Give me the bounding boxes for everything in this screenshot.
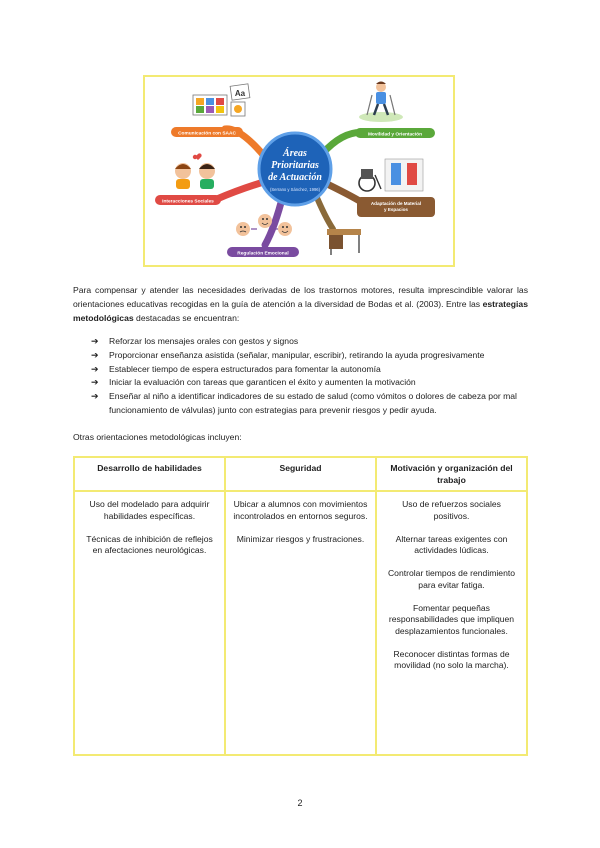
arrow-bullet-icon: ➔ — [91, 391, 99, 402]
list-item — [91, 390, 528, 418]
intro-text-before: Para compensar y atender las necesidades derivadas de los trastornos motores, resulta imprescindible valorar las orientaciones educativas recogidas en la guía de atención a la diversidad de Bodas et al. (2003). Entre las — [73, 285, 528, 309]
table-row — [74, 491, 527, 755]
arrow-bullet-icon: ➔ — [91, 363, 99, 374]
cell-text: Uso del modelado para adquirir habilidades específicas. — [89, 499, 210, 521]
page-number: 2 — [297, 798, 303, 808]
list-item-text: Establecer tiempo de espera estructurados para fomentar la autonomía — [109, 363, 381, 374]
cell-text: Ubicar a alumnos con movimientos incontrolados en entornos seguros. — [233, 499, 368, 521]
intro-bold-term: estrategias metodológicas — [73, 299, 528, 323]
branch-social — [217, 181, 267, 199]
arrow-bullet-icon: ➔ — [91, 377, 99, 388]
list-item-text: Enseñar al niño a identificar indicadores de su estado de salud (como vómitos o dolores de cabeza por mal funcionamiento de válvulas) junto con estrategias para prevenir riesgos y pedir ayuda. — [109, 391, 517, 415]
emotion-faces-illustration — [236, 214, 292, 236]
list-item — [91, 349, 528, 363]
arrow-bullet-icon: ➔ — [91, 336, 99, 346]
table-header-row — [74, 457, 527, 491]
wheelchair-restroom-illustration — [359, 159, 423, 191]
mind-map-svg — [145, 77, 453, 265]
list-item-text: Reforzar los mensajes orales con gestos y signos — [109, 336, 299, 346]
center-subtitle: (Serrano y Sánchez, 1996) — [269, 187, 321, 192]
header-safety: Seguridad — [225, 457, 376, 491]
label-emotional: Regulación Emocional — [237, 251, 289, 257]
label-communication: Comunicación con SAAC — [178, 131, 236, 137]
center-title-2: Prioritarias — [271, 160, 319, 171]
mind-map-figure — [143, 75, 455, 267]
cell-skills — [74, 491, 225, 755]
list-item-text: Proporcionar enseñanza asistida (señalar, manipular, escribir), retirando la ayuda progresivamente — [109, 349, 485, 360]
cell-text: Controlar tiempos de rendimiento para evitar fatiga. — [387, 568, 516, 590]
label-social: Interacciones Sociales — [162, 199, 214, 205]
arrow-bullet-icon: ➔ — [91, 349, 99, 360]
cell-text: Reconocer distintas formas de movilidad (no solo la marcha). — [393, 648, 510, 670]
header-motivation: Motivación y organización del trabajo — [376, 457, 527, 491]
center-title-1: Áreas — [283, 148, 307, 159]
strategies-list — [91, 335, 528, 418]
list-item — [91, 376, 528, 390]
list-item — [91, 335, 528, 349]
child-walking-illustration — [359, 82, 403, 123]
cell-text: Fomentar pequeñas responsabilidades que impliquen desplazamientos funcionales. — [388, 602, 515, 636]
label-material: Adaptación de Material y Espacios — [370, 201, 422, 212]
communication-cards-illustration — [193, 84, 250, 116]
center-title-3: de Actuación — [268, 172, 322, 183]
label-mobility: Movilidad y Orientación — [367, 132, 423, 138]
orientations-table — [73, 456, 528, 756]
cell-text: Minimizar riesgos y frustraciones. — [236, 533, 365, 544]
other-orientations-intro: Otras orientaciones metodológicas incluyen: — [73, 432, 242, 442]
children-talking-illustration — [175, 153, 215, 189]
cell-text: Alternar tareas exigentes con actividades lúdicas. — [395, 533, 508, 555]
card-letters: Aa — [234, 89, 246, 98]
cell-safety — [225, 491, 376, 755]
desk-illustration — [327, 229, 361, 255]
list-item — [91, 363, 528, 377]
header-skills: Desarrollo de habilidades — [74, 457, 225, 491]
intro-paragraph — [73, 283, 528, 325]
list-item-text: Iniciar la evaluación con tareas que garanticen el éxito y aumenten la motivación — [109, 377, 416, 388]
cell-text: Uso de refuerzos sociales positivos. — [402, 499, 501, 521]
cell-motivation — [376, 491, 527, 755]
intro-text-after: destacadas se encuentran: — [133, 313, 240, 323]
cell-text: Técnicas de inhibición de reflejos en afectaciones neurológicas. — [86, 533, 213, 555]
